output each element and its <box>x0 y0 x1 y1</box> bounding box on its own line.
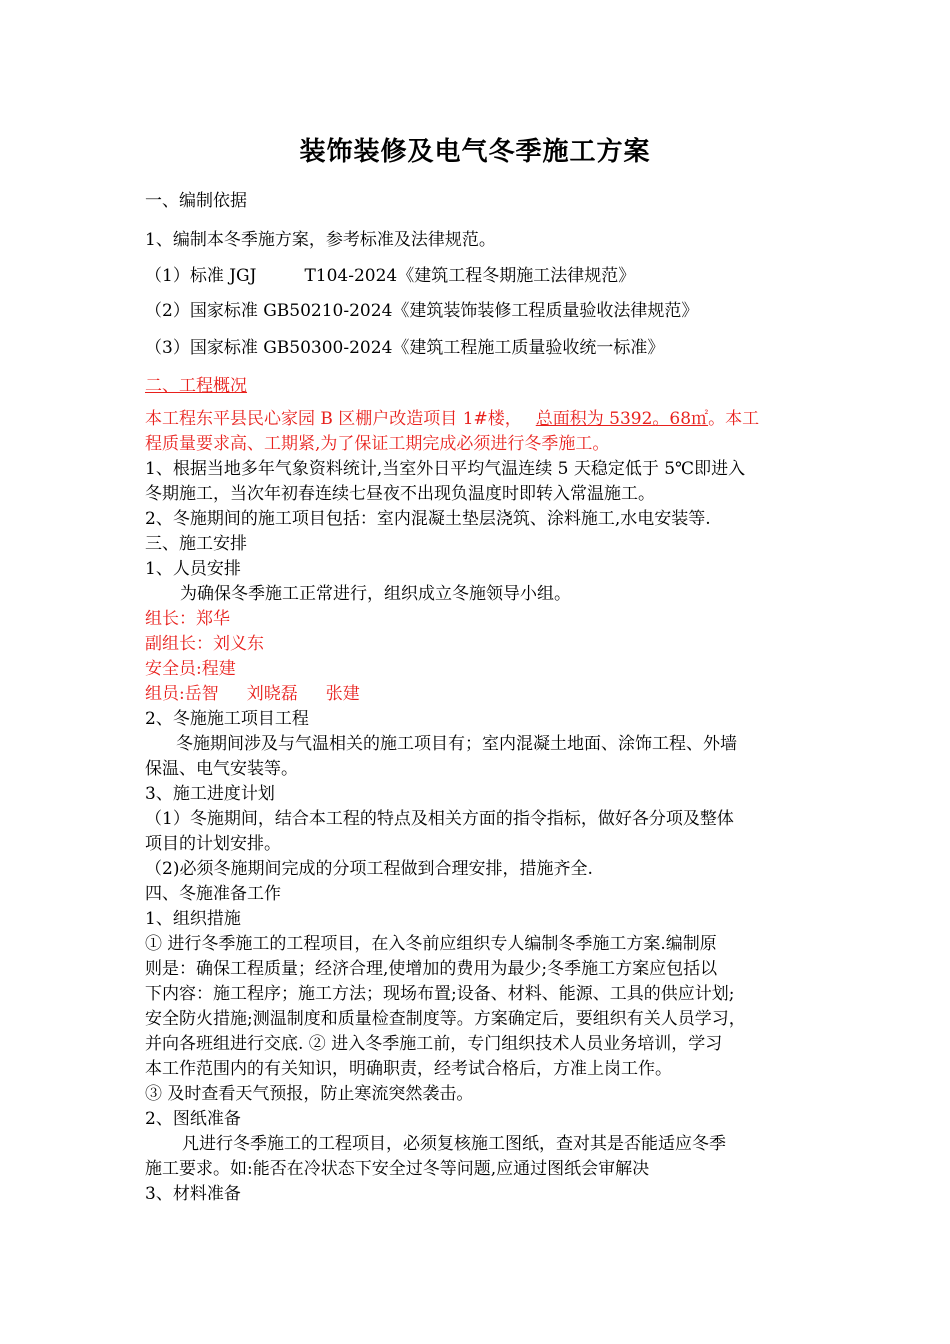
schedule-line-1: （1）冬施期间，结合本工程的特点及相关方面的指令指标，做好各分项及整体 <box>145 809 734 829</box>
drawings-heading: 2、图纸准备 <box>145 1109 241 1129</box>
reference-3: （3）国家标准 GB50300-2024《建筑工程施工质量验收统一标准》 <box>145 338 665 358</box>
organization-line-6: 本工作范围内的有关知识，明确职责，经考试合格后，方准上岗工作。 <box>145 1059 672 1079</box>
document-title: 装饰装修及电气冬季施工方案 <box>299 137 651 167</box>
overview-item-2: 2、冬施期间的施工项目包括：室内混凝土垫层浇筑、涂料施工,水电安装等. <box>145 509 711 529</box>
overview-line-2: 程质量要求高、工期紧,为了保证工期完成必须进行冬季施工。 <box>145 434 610 454</box>
safety-officer: 安全员:程建 <box>145 659 236 679</box>
schedule-line-2: 项目的计划安排。 <box>145 834 281 854</box>
staffing-text: 为确保冬季施工正常进行，组织成立冬施领导小组。 <box>180 584 571 604</box>
organization-line-1: ① 进行冬季施工的工程项目，在入冬前应组织专人编制冬季施工方案.编制原 <box>145 934 717 954</box>
organization-line-5: 并向各班组进行交底. ② 进入冬季施工前，专门组织技术人员业务培训，学习 <box>145 1034 723 1054</box>
organization-line-2: 则是：确保工程质量；经济合理,使增加的费用为最少;冬季施工方案应包括以 <box>145 959 718 979</box>
overview-line-1: 本工程东平县民心家园 B 区棚户改造项目 1#楼， 总面积为 5392。68㎡。本工 <box>145 409 760 429</box>
winter-items-line-1: 冬施期间涉及与气温相关的施工项目有；室内混凝土地面、涂饰工程、外墙 <box>176 734 737 754</box>
group-leader: 组长：郑华 <box>145 609 230 629</box>
staffing-heading: 1、人员安排 <box>145 559 241 579</box>
deputy-leader: 副组长：刘义东 <box>145 634 264 654</box>
drawings-line-2: 施工要求。如:能否在冷状态下安全过冬等问题,应通过图纸会审解决 <box>145 1159 650 1179</box>
drawings-line-1: 凡进行冬季施工的工程项目，必须复核施工图纸，查对其是否能适应冬季 <box>182 1134 726 1154</box>
section-1-heading: 一、编制依据 <box>145 191 247 211</box>
reference-1-title: T104-2024《建筑工程冬期施工法律规范》 <box>304 266 636 286</box>
section-1-intro: 1、编制本冬季施方案，参考标准及法律规范。 <box>145 230 496 250</box>
organization-line-3: 下内容：施工程序；施工方法；现场布置;设备、材料、能源、工具的供应计划; <box>145 984 735 1004</box>
section-2-heading: 二、工程概况 <box>145 376 247 396</box>
organization-heading: 1、组织措施 <box>145 909 241 929</box>
reference-1-standard: （1）标准 JGJ <box>145 266 257 286</box>
section-3-heading: 三、施工安排 <box>145 534 247 554</box>
winter-items-line-2: 保温、电气安装等。 <box>145 759 298 779</box>
schedule-line-3: （2)必须冬施期间完成的分项工程做到合理安排，措施齐全. <box>145 859 593 879</box>
winter-items-heading: 2、冬施施工项目工程 <box>145 709 309 729</box>
total-area: 总面积为 5392。68㎡ <box>535 409 709 429</box>
reference-2: （2）国家标准 GB50210-2024《建筑装饰装修工程质量验收法律规范》 <box>145 301 699 321</box>
overview-item-1-line-1: 1、根据当地多年气象资料统计,当室外日平均气温连续 5 天稳定低于 5℃即进入 <box>145 459 746 479</box>
group-members: 组员:岳智 刘晓磊 张建 <box>145 684 360 704</box>
section-4-heading: 四、冬施准备工作 <box>145 884 281 904</box>
schedule-heading: 3、施工进度计划 <box>145 784 275 804</box>
materials-heading: 3、材料准备 <box>145 1184 241 1204</box>
organization-line-4: 安全防火措施;测温制度和质量检查制度等。方案确定后，要组织有关人员学习， <box>145 1009 746 1029</box>
organization-line-7: ③ 及时查看天气预报，防止寒流突然袭击。 <box>145 1084 474 1104</box>
overview-item-1-line-2: 冬期施工，当次年初春连续七昼夜不出现负温度时即转入常温施工。 <box>145 484 655 504</box>
reference-1 <box>145 265 635 287</box>
